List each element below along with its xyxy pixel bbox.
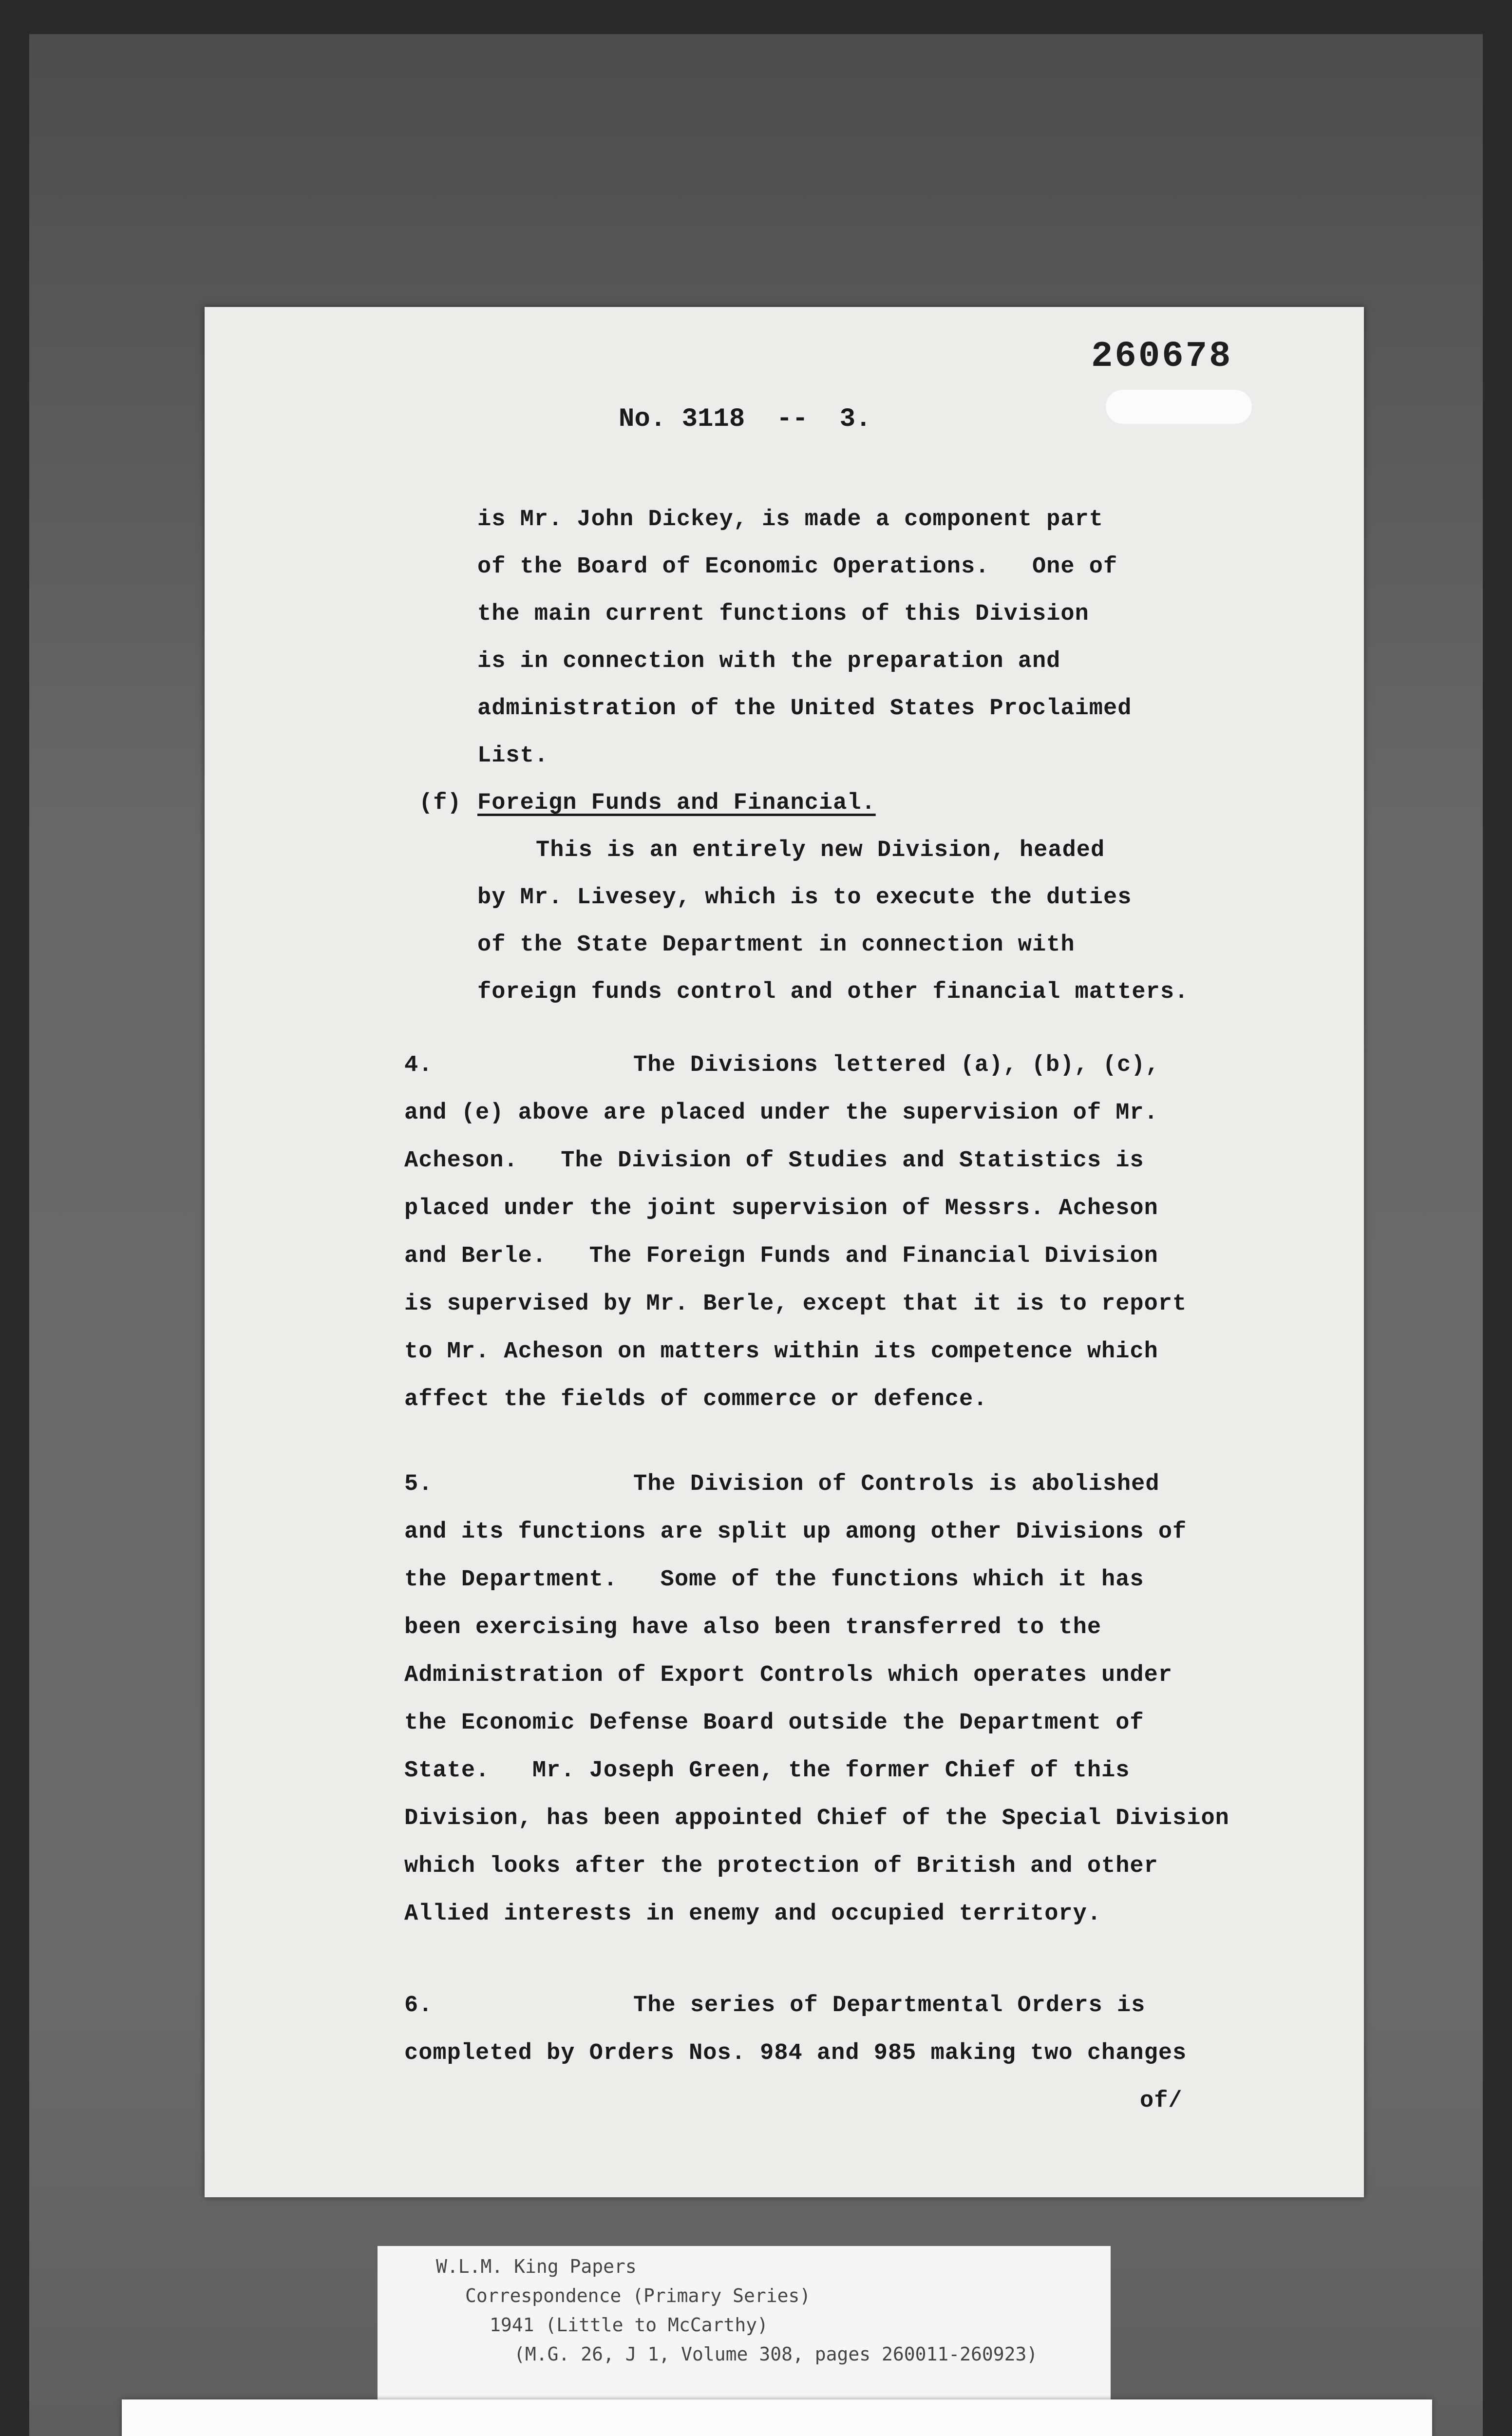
text-line: The Division of Controls is abolished xyxy=(633,1471,1160,1497)
text-line: Allied interests in enemy and occupied territory. xyxy=(404,1901,1102,1927)
frame-edge-top xyxy=(0,0,1512,34)
text-line: and its functions are split up among other Divisions of xyxy=(404,1519,1187,1545)
text-line: the main current functions of this Division xyxy=(477,601,1089,627)
continuation-catchword: of/ xyxy=(1140,2088,1183,2114)
text-line: and Berle. The Foreign Funds and Financial Division xyxy=(404,1243,1158,1269)
text-line: the Economic Defense Board outside the Department of xyxy=(404,1710,1144,1736)
frame-edge-right xyxy=(1483,0,1512,2436)
text-line: placed under the joint supervision of Messrs. Acheson xyxy=(404,1196,1158,1221)
text-line: This is an entirely new Division, headed xyxy=(536,837,1105,863)
text-line: The Divisions lettered (a), (b), (c), xyxy=(633,1052,1160,1078)
paragraph-number-5: 5. xyxy=(404,1471,433,1497)
text-line: is in connection with the preparation and xyxy=(477,648,1061,674)
section-heading-foreign-funds: Foreign Funds and Financial. xyxy=(477,790,876,816)
paragraph-number-4: 4. xyxy=(404,1052,433,1078)
text-line: is supervised by Mr. Berle, except that it is to report xyxy=(404,1291,1187,1317)
text-line: which looks after the protection of British and other xyxy=(404,1853,1158,1879)
text-line: Division, has been appointed Chief of the Special Division xyxy=(404,1806,1229,1831)
document-number: 260678 xyxy=(1091,336,1233,377)
text-line: is Mr. John Dickey, is made a component part xyxy=(477,507,1104,533)
text-line: foreign funds control and other financial matters. xyxy=(477,979,1189,1005)
frame-edge-left xyxy=(0,0,29,2436)
text-line: of the Board of Economic Operations. One of xyxy=(477,554,1118,580)
paragraph-number-6: 6. xyxy=(404,1993,433,2018)
caption-series: Correspondence (Primary Series) xyxy=(465,2285,811,2306)
text-line: by Mr. Livesey, which is to execute the duties xyxy=(477,885,1132,911)
text-line: List. xyxy=(477,743,549,769)
text-line: Administration of Export Controls which operates under xyxy=(404,1662,1173,1688)
text-line: affect the fields of commerce or defence. xyxy=(404,1387,988,1412)
archive-caption-card xyxy=(378,2246,1111,2402)
text-line: State. Mr. Joseph Green, the former Chief of this xyxy=(404,1758,1130,1784)
text-line: administration of the United States Proclaimed xyxy=(477,696,1132,722)
caption-collection: W.L.M. King Papers xyxy=(436,2256,637,2277)
text-line: to Mr. Acheson on matters within its competence which xyxy=(404,1339,1158,1365)
text-line: the Department. Some of the functions which it has xyxy=(404,1567,1144,1593)
caption-reference: (M.G. 26, J 1, Volume 308, pages 260011-260923) xyxy=(514,2343,1038,2365)
page-heading: No. 3118 -- 3. xyxy=(619,404,871,434)
text-line: The series of Departmental Orders is xyxy=(633,1993,1146,2018)
text-line: and (e) above are placed under the supervision of Mr. xyxy=(404,1100,1158,1126)
typed-page xyxy=(205,307,1364,2197)
text-line: been exercising have also been transferred to the xyxy=(404,1615,1102,1640)
caption-date-range: 1941 (Little to McCarthy) xyxy=(490,2314,768,2336)
text-line: completed by Orders Nos. 984 and 985 making two changes xyxy=(404,2040,1187,2066)
archives-plate xyxy=(122,2399,1432,2436)
text-line: Acheson. The Division of Studies and Statistics is xyxy=(404,1148,1144,1174)
white-smudge xyxy=(1106,390,1252,424)
text-line: of the State Department in connection with xyxy=(477,932,1075,958)
item-marker-f: (f) xyxy=(419,790,462,816)
